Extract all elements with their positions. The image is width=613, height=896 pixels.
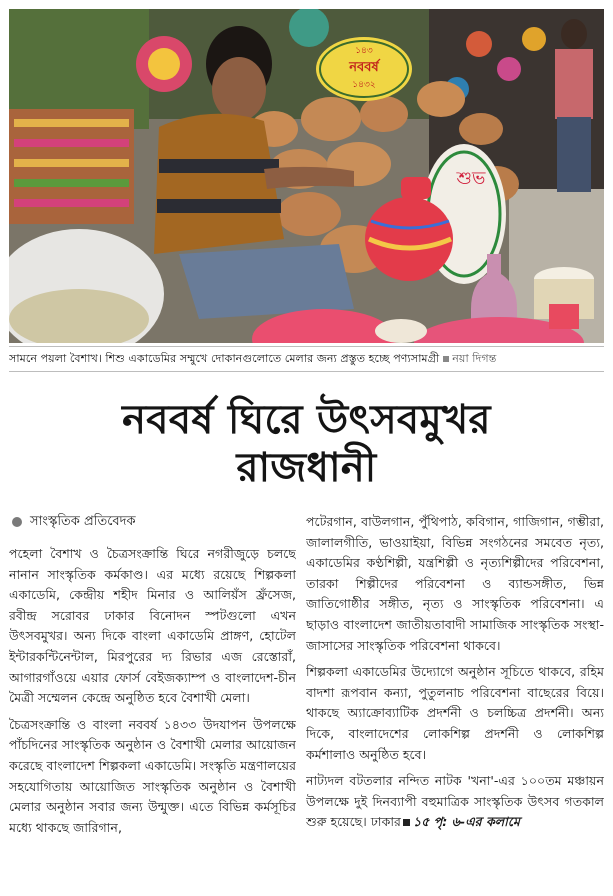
article-paragraph-5 xyxy=(306,771,604,833)
headline xyxy=(9,396,604,492)
article-paragraph-2: চৈত্রসংক্রান্তি ও বাংলা নববর্ষ ১৪৩৩ উদযাপন উপলক্ষে পাঁচদিনের সাংস্কৃতিক অনুষ্ঠান ও বৈশাখী মেলার আয়োজন করেছে বাংলাদেশ শিল্পকলা একাডেমি। সংস্কৃতি মন্ত্রণালয়ের সহযোগিতায় আয়োজিত সাংস্কৃতিক অনুষ্ঠান ও বৈশাখী মেলার অনুষ্ঠান সবার জন্য উন্মুক্ত। এতে বিভিন্ন কর্মসূচির মধ্যে থাকছে জারিগান, xyxy=(9,716,296,835)
pottery-shop-illustration xyxy=(9,9,604,343)
headline-line-2: রাজধানী xyxy=(236,445,377,491)
jump-square-icon xyxy=(403,819,410,826)
plate-text: শুভ xyxy=(456,168,486,189)
caption-text: সামনে পয়লা বৈশাখ। শিশু একাডেমির সম্মুখে দোকানগুলোতে মেলার জন্য প্রস্তুত হচ্ছে পণ্যসামগ্রী xyxy=(9,352,440,365)
photo-credit: নয়া দিগন্ত xyxy=(452,352,497,365)
byline xyxy=(9,512,296,532)
article-column-left xyxy=(9,512,296,890)
sign-main-text: নববর্ষ xyxy=(349,60,379,75)
sign-line-2: ১৪৩২ xyxy=(352,80,376,90)
article-column-right xyxy=(306,512,604,890)
byline-text: সাংস্কৃতিক প্রতিবেদক xyxy=(30,514,136,529)
sign-line-1: ১৪৩ xyxy=(355,46,373,56)
credit-square-icon xyxy=(443,356,449,362)
article-paragraph-3: পটেরগান, বাউলগান, পুঁথিপাঠ, কবিগান, গাজিগান, গম্ভীরা, জালালগীতি, ভাওয়াইয়া, বিভিন্ন সংগঠনের সমবেত নৃত্য, একাডেমির কণ্ঠশিল্পী, যন্ত্রশিল্পী ও নৃত্যশিল্পীদের পরিবেশনা, তারকা শিল্পীদের পরিবেশনা ও ব্যান্ডসঙ্গীত, ভিন্ন জাতিগোষ্ঠীর সঙ্গীত, নৃত্য ও সাংস্কৃতিক পরিবেশনা। এ ছাড়াও বাংলাদেশ জাতীয়তাবাদী সামাজিক সাংস্কৃতিক সংস্থা-জাসাসের সাংস্কৃতিক পরিবেশনা থাকবে। xyxy=(306,514,604,653)
article-paragraph-1: পহেলা বৈশাখ ও চৈত্রসংক্রান্তি ঘিরে নগরীজুড়ে চলছে নানান সাংস্কৃতিক কর্মকাণ্ড। এর মধ্যে রয়েছে শিল্পকলা একাডেমি, কেন্দ্রীয় শহীদ মিনার ও আলিয়ঁস ফ্রঁসেজ, রবীন্দ্র সরোবর ঢাকার বিনোদন স্পটগুলো এখন উৎসবমুখর। অন্য দিকে বাংলা একাডেমি প্রাঙ্গণ, হোটেল ইন্টারকন্টিনেন্টাল, মিরপুরের দ্য রিভার এজ রেস্তোরাঁ, আগারগাঁওয়ে এয়ার ফোর্স বেইজক্যাম্প ও বাংলাদেশ-চীন মৈত্রী সম্মেলন কেন্দ্রে অনুষ্ঠিত হবে বৈশাখী মেলা। xyxy=(9,546,296,706)
byline-bullet-icon xyxy=(12,517,22,527)
continuation-link[interactable]: ১৫ পৃ: ৬-এর কলামে xyxy=(412,814,520,830)
photo-caption xyxy=(9,346,604,372)
news-photo xyxy=(9,9,604,343)
article-paragraph-4: শিল্পকলা একাডেমির উদ্যোগে অনুষ্ঠান সূচিতে থাকবে, রহিম বাদশা রূপবান কন্যা, পুতুলনাচ পরিবেশনা বাছেরের বিয়ে। থাকছে অ্যাক্রোব্যাটিক প্রদর্শনী ও চলচ্চিত্র প্রদর্শনী। অন্য দিকে, বাংলাদেশের লোকশিল্প প্রদর্শনী ও লোকশিল্প কর্মশালাও অনুষ্ঠিত হবে। xyxy=(306,664,604,762)
headline-line-1: নববর্ষ ঘিরে উৎসবমুখর xyxy=(122,397,491,443)
article-paragraph-5-text: নাট্যদল বটতলার নন্দিত নাটক 'খনা'-এর ১০০তম মঞ্চায়ন উপলক্ষে দুই দিনব্যাপী বহুমাত্রিক সাংস্কৃতিক উৎসব গতকাল শুরু হয়েছে। ঢাকার xyxy=(306,773,604,830)
